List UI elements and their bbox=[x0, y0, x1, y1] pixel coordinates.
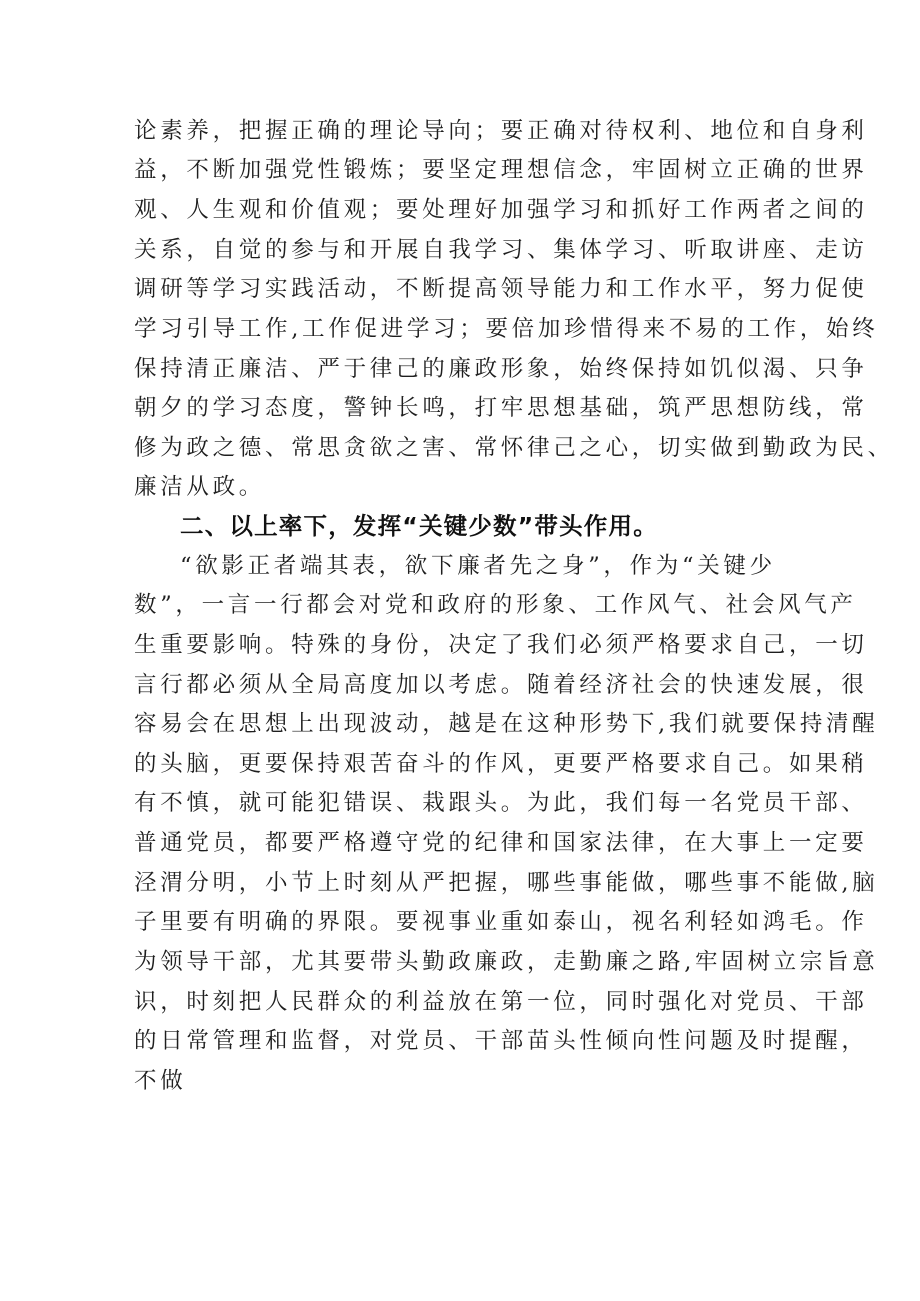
section-heading: 二、以上率下，发挥“关键少数”带头作用。 bbox=[180, 512, 658, 540]
paragraph-line: “欲影正者端其表，欲下廉者先之身”，作为“关键少 bbox=[180, 553, 776, 579]
paragraph-line: 保持清正廉洁、严于律己的廉政形象，始终保持如饥似渴、只争 bbox=[134, 356, 868, 382]
paragraph-line: 有不慎，就可能犯错误、栽跟头。为此，我们每一名党员干部、 bbox=[134, 790, 868, 816]
paragraph-line: 学习引导工作,工作促进学习；要倍加珍惜得来不易的工作，始终 bbox=[134, 316, 879, 342]
paragraph-line: 普通党员，都要严格遵守党的纪律和国家法律，在大事上一定要 bbox=[134, 830, 868, 856]
paragraph-line: 容易会在思想上出现波动，越是在这种形势下,我们就要保持清醒 bbox=[134, 711, 879, 737]
paragraph-line: 泾渭分明，小节上时刻从严把握，哪些事能做，哪些事不能做,脑 bbox=[134, 870, 879, 896]
paragraph-line: 调研等学习实践活动，不断提高领导能力和工作水平，努力促使 bbox=[134, 276, 868, 302]
paragraph-line: 数”，一言一行都会对党和政府的形象、工作风气、社会风气产 bbox=[134, 592, 857, 618]
paragraph-line: 益，不断加强党性锻炼；要坚定理想信念，牢固树立正确的世界 bbox=[134, 157, 868, 183]
paragraph-line: 言行都必须从全局高度加以考虑。随着经济社会的快速发展，很 bbox=[134, 672, 868, 698]
paragraph-line: 朝夕的学习态度，警钟长鸣，打牢思想基础，筑严思想防线，常 bbox=[134, 395, 868, 421]
paragraph-line: 不做 bbox=[134, 1068, 187, 1094]
paragraph-line: 子里要有明确的界限。要视事业重如泰山，视名利轻如鸿毛。作 bbox=[134, 909, 868, 935]
paragraph-line: 观、人生观和价值观；要处理好加强学习和抓好工作两者之间的 bbox=[134, 197, 868, 223]
paragraph-line: 关系，自觉的参与和开展自我学习、集体学习、听取讲座、走访 bbox=[134, 237, 868, 263]
paragraph-line: 论素养，把握正确的理论导向；要正确对待权利、地位和自身利 bbox=[134, 118, 868, 144]
paragraph-line: 识，时刻把人民群众的利益放在第一位，同时强化对党员、干部 bbox=[134, 989, 868, 1015]
paragraph-line: 为领导干部，尤其要带头勤政廉政，走勤廉之路,牢固树立宗旨意 bbox=[134, 949, 879, 975]
paragraph-line: 廉洁从政。 bbox=[134, 474, 266, 500]
paragraph-line: 生重要影响。特殊的身份，决定了我们必须严格要求自己，一切 bbox=[134, 632, 868, 658]
paragraph-line: 的头脑，更要保持艰苦奋斗的作风，更要严格要求自己。如果稍 bbox=[134, 751, 868, 777]
paragraph-line: 的日常管理和监督，对党员、干部苗头性倾向性问题及时提醒， bbox=[134, 1028, 868, 1054]
paragraph-line: 修为政之德、常思贪欲之害、常怀律己之心，切实做到勤政为民、 bbox=[134, 435, 894, 461]
